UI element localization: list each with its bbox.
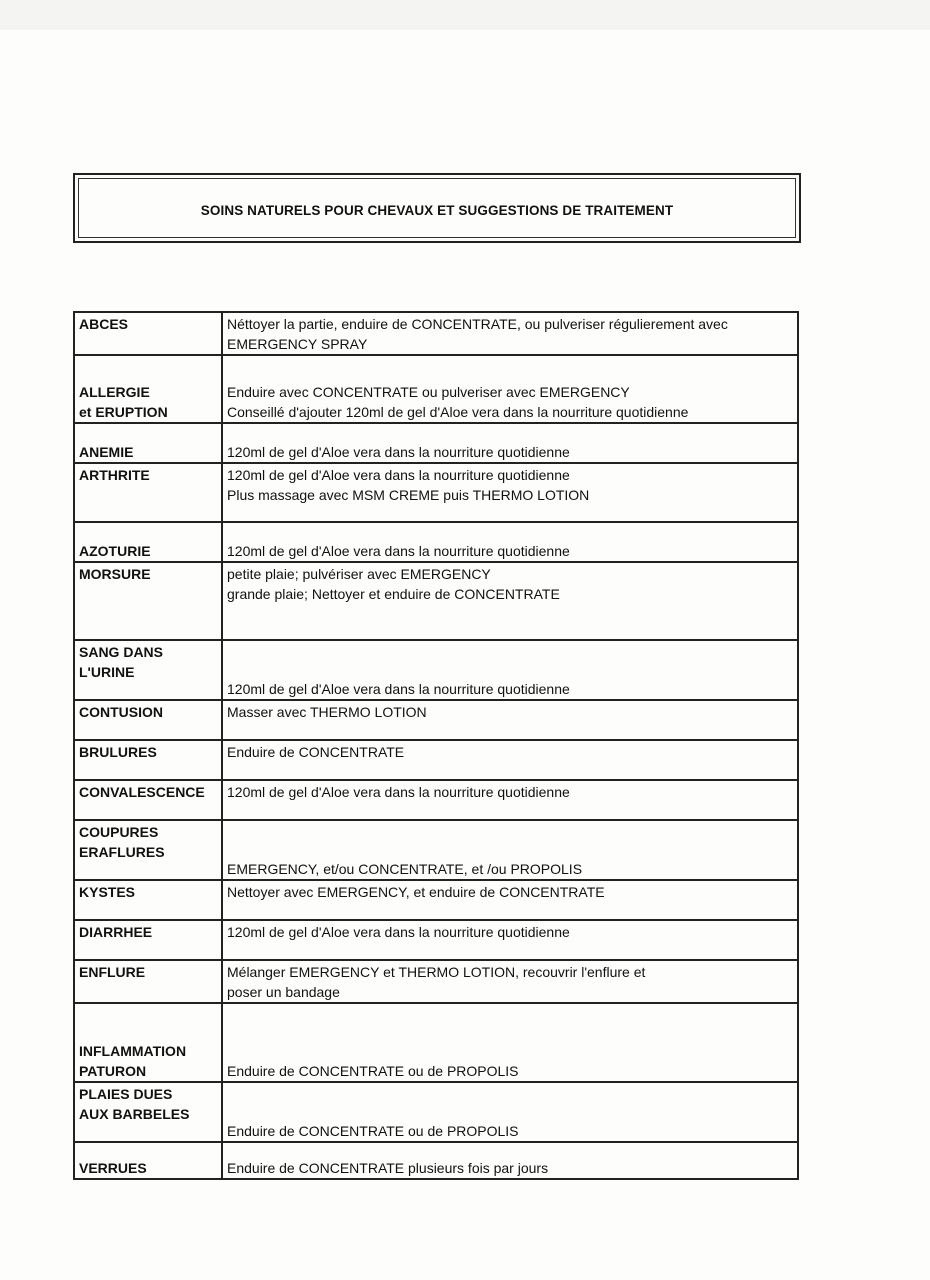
table-row — [74, 562, 798, 640]
table-row — [74, 463, 798, 522]
condition-line: CONVALESCENCE — [79, 784, 205, 800]
condition-line: ARTHRITE — [79, 467, 150, 483]
treatment-cell — [222, 312, 798, 355]
treatment-line: Enduire de CONCENTRATE ou de PROPOLIS — [227, 1062, 519, 1079]
condition-cell — [74, 960, 222, 1003]
treatment-line: EMERGENCY, et/ou CONCENTRATE, et /ou PROPOLIS — [227, 860, 583, 877]
condition-line: CONTUSION — [79, 704, 163, 720]
table-row — [74, 1142, 798, 1179]
condition-cell — [74, 820, 222, 880]
condition-line: et ERUPTION — [79, 403, 168, 420]
treatment-line: EMERGENCY SPRAY — [227, 335, 368, 352]
treatment-line: 120ml de gel d'Aloe vera dans la nourriture quotidienne — [227, 680, 570, 697]
treatment-line: Enduire de CONCENTRATE — [227, 744, 405, 760]
treatment-cell — [222, 640, 798, 700]
treatment-line: Nettoyer avec EMERGENCY, et enduire de CONCENTRATE — [227, 884, 605, 900]
treatment-cell — [222, 1082, 798, 1142]
treatment-table-body — [74, 312, 798, 1179]
treatment-line: 120ml de gel d'Aloe vera dans la nourriture quotidienne — [227, 784, 570, 800]
condition-line: PATURON — [79, 1062, 147, 1079]
condition-cell — [74, 522, 222, 562]
treatment-line: Conseillé d'ajouter 120ml de gel d'Aloe vera dans la nourriture quotidienne — [227, 403, 689, 420]
treatment-cell — [222, 740, 798, 780]
condition-cell — [74, 463, 222, 522]
treatment-cell — [222, 960, 798, 1003]
treatment-line: 120ml de gel d'Aloe vera dans la nourriture quotidienne — [227, 542, 570, 559]
treatment-line: Enduire de CONCENTRATE plusieurs fois par jours — [227, 1159, 549, 1176]
table-row — [74, 700, 798, 740]
treatment-line: grande plaie; Nettoyer et enduire de CONCENTRATE — [227, 585, 560, 602]
table-row — [74, 880, 798, 920]
treatment-cell — [222, 522, 798, 562]
condition-line: COUPURES — [79, 824, 159, 840]
condition-line: ALLERGIE — [79, 384, 150, 400]
table-row — [74, 920, 798, 960]
condition-line: MORSURE — [79, 566, 151, 582]
condition-line: ANEMIE — [79, 443, 134, 460]
condition-line: INFLAMMATION — [79, 1043, 187, 1059]
treatment-cell — [222, 1003, 798, 1082]
table-row — [74, 780, 798, 820]
treatment-line: poser un bandage — [227, 983, 340, 1000]
treatment-line: 120ml de gel d'Aloe vera dans la nourriture quotidienne — [227, 924, 570, 940]
treatment-cell — [222, 780, 798, 820]
treatment-cell — [222, 920, 798, 960]
treatment-line: Mélanger EMERGENCY et THERMO LOTION, recouvrir l'enflure et — [227, 964, 646, 980]
condition-cell — [74, 640, 222, 700]
condition-cell — [74, 700, 222, 740]
table-row — [74, 960, 798, 1003]
condition-line: DIARRHEE — [79, 924, 153, 940]
page-title: SOINS NATURELS POUR CHEVAUX ET SUGGESTIONS DE TRAITEMENT — [200, 203, 674, 218]
condition-cell — [74, 920, 222, 960]
table-row — [74, 1082, 798, 1142]
treatment-cell — [222, 355, 798, 423]
condition-line: AUX BARBELES — [79, 1105, 190, 1122]
treatment-cell — [222, 463, 798, 522]
treatment-line: Néttoyer la partie, enduire de CONCENTRATE, ou pulveriser régulierement avec — [227, 316, 728, 332]
treatment-table — [73, 311, 799, 1180]
condition-cell — [74, 1142, 222, 1179]
condition-cell — [74, 562, 222, 640]
treatment-cell — [222, 700, 798, 740]
condition-line: ERAFLURES — [79, 843, 165, 860]
treatment-line: Enduire de CONCENTRATE ou de PROPOLIS — [227, 1122, 519, 1139]
treatment-cell — [222, 820, 798, 880]
condition-cell — [74, 880, 222, 920]
treatment-cell — [222, 423, 798, 463]
condition-line: L'URINE — [79, 663, 135, 680]
treatment-line: 120ml de gel d'Aloe vera dans la nourriture quotidienne — [227, 443, 570, 460]
condition-line: ABCES — [79, 316, 129, 332]
title-box — [73, 173, 801, 243]
treatment-line: 120ml de gel d'Aloe vera dans la nourriture quotidienne — [227, 467, 570, 483]
treatment-line: Enduire avec CONCENTRATE ou pulveriser avec EMERGENCY — [227, 384, 630, 400]
table-row — [74, 1003, 798, 1082]
condition-line: AZOTURIE — [79, 542, 151, 559]
treatment-line: Plus massage avec MSM CREME puis THERMO LOTION — [227, 486, 590, 503]
table-row — [74, 820, 798, 880]
condition-cell — [74, 355, 222, 423]
treatment-cell — [222, 562, 798, 640]
treatment-cell — [222, 1142, 798, 1179]
condition-cell — [74, 1082, 222, 1142]
condition-cell — [74, 1003, 222, 1082]
condition-line: PLAIES DUES — [79, 1086, 173, 1102]
condition-line: KYSTES — [79, 884, 136, 900]
condition-line: ENFLURE — [79, 964, 146, 980]
treatment-line: Masser avec THERMO LOTION — [227, 704, 427, 720]
condition-cell — [74, 423, 222, 463]
table-row — [74, 640, 798, 700]
condition-cell — [74, 312, 222, 355]
condition-line: SANG DANS — [79, 644, 164, 660]
table-row — [74, 522, 798, 562]
treatment-line: petite plaie; pulvériser avec EMERGENCY — [227, 566, 491, 582]
condition-cell — [74, 780, 222, 820]
condition-cell — [74, 740, 222, 780]
treatment-cell — [222, 880, 798, 920]
condition-line: VERRUES — [79, 1159, 147, 1176]
table-row — [74, 423, 798, 463]
table-row — [74, 740, 798, 780]
table-row — [74, 312, 798, 355]
table-row — [74, 355, 798, 423]
condition-line: BRULURES — [79, 744, 157, 760]
